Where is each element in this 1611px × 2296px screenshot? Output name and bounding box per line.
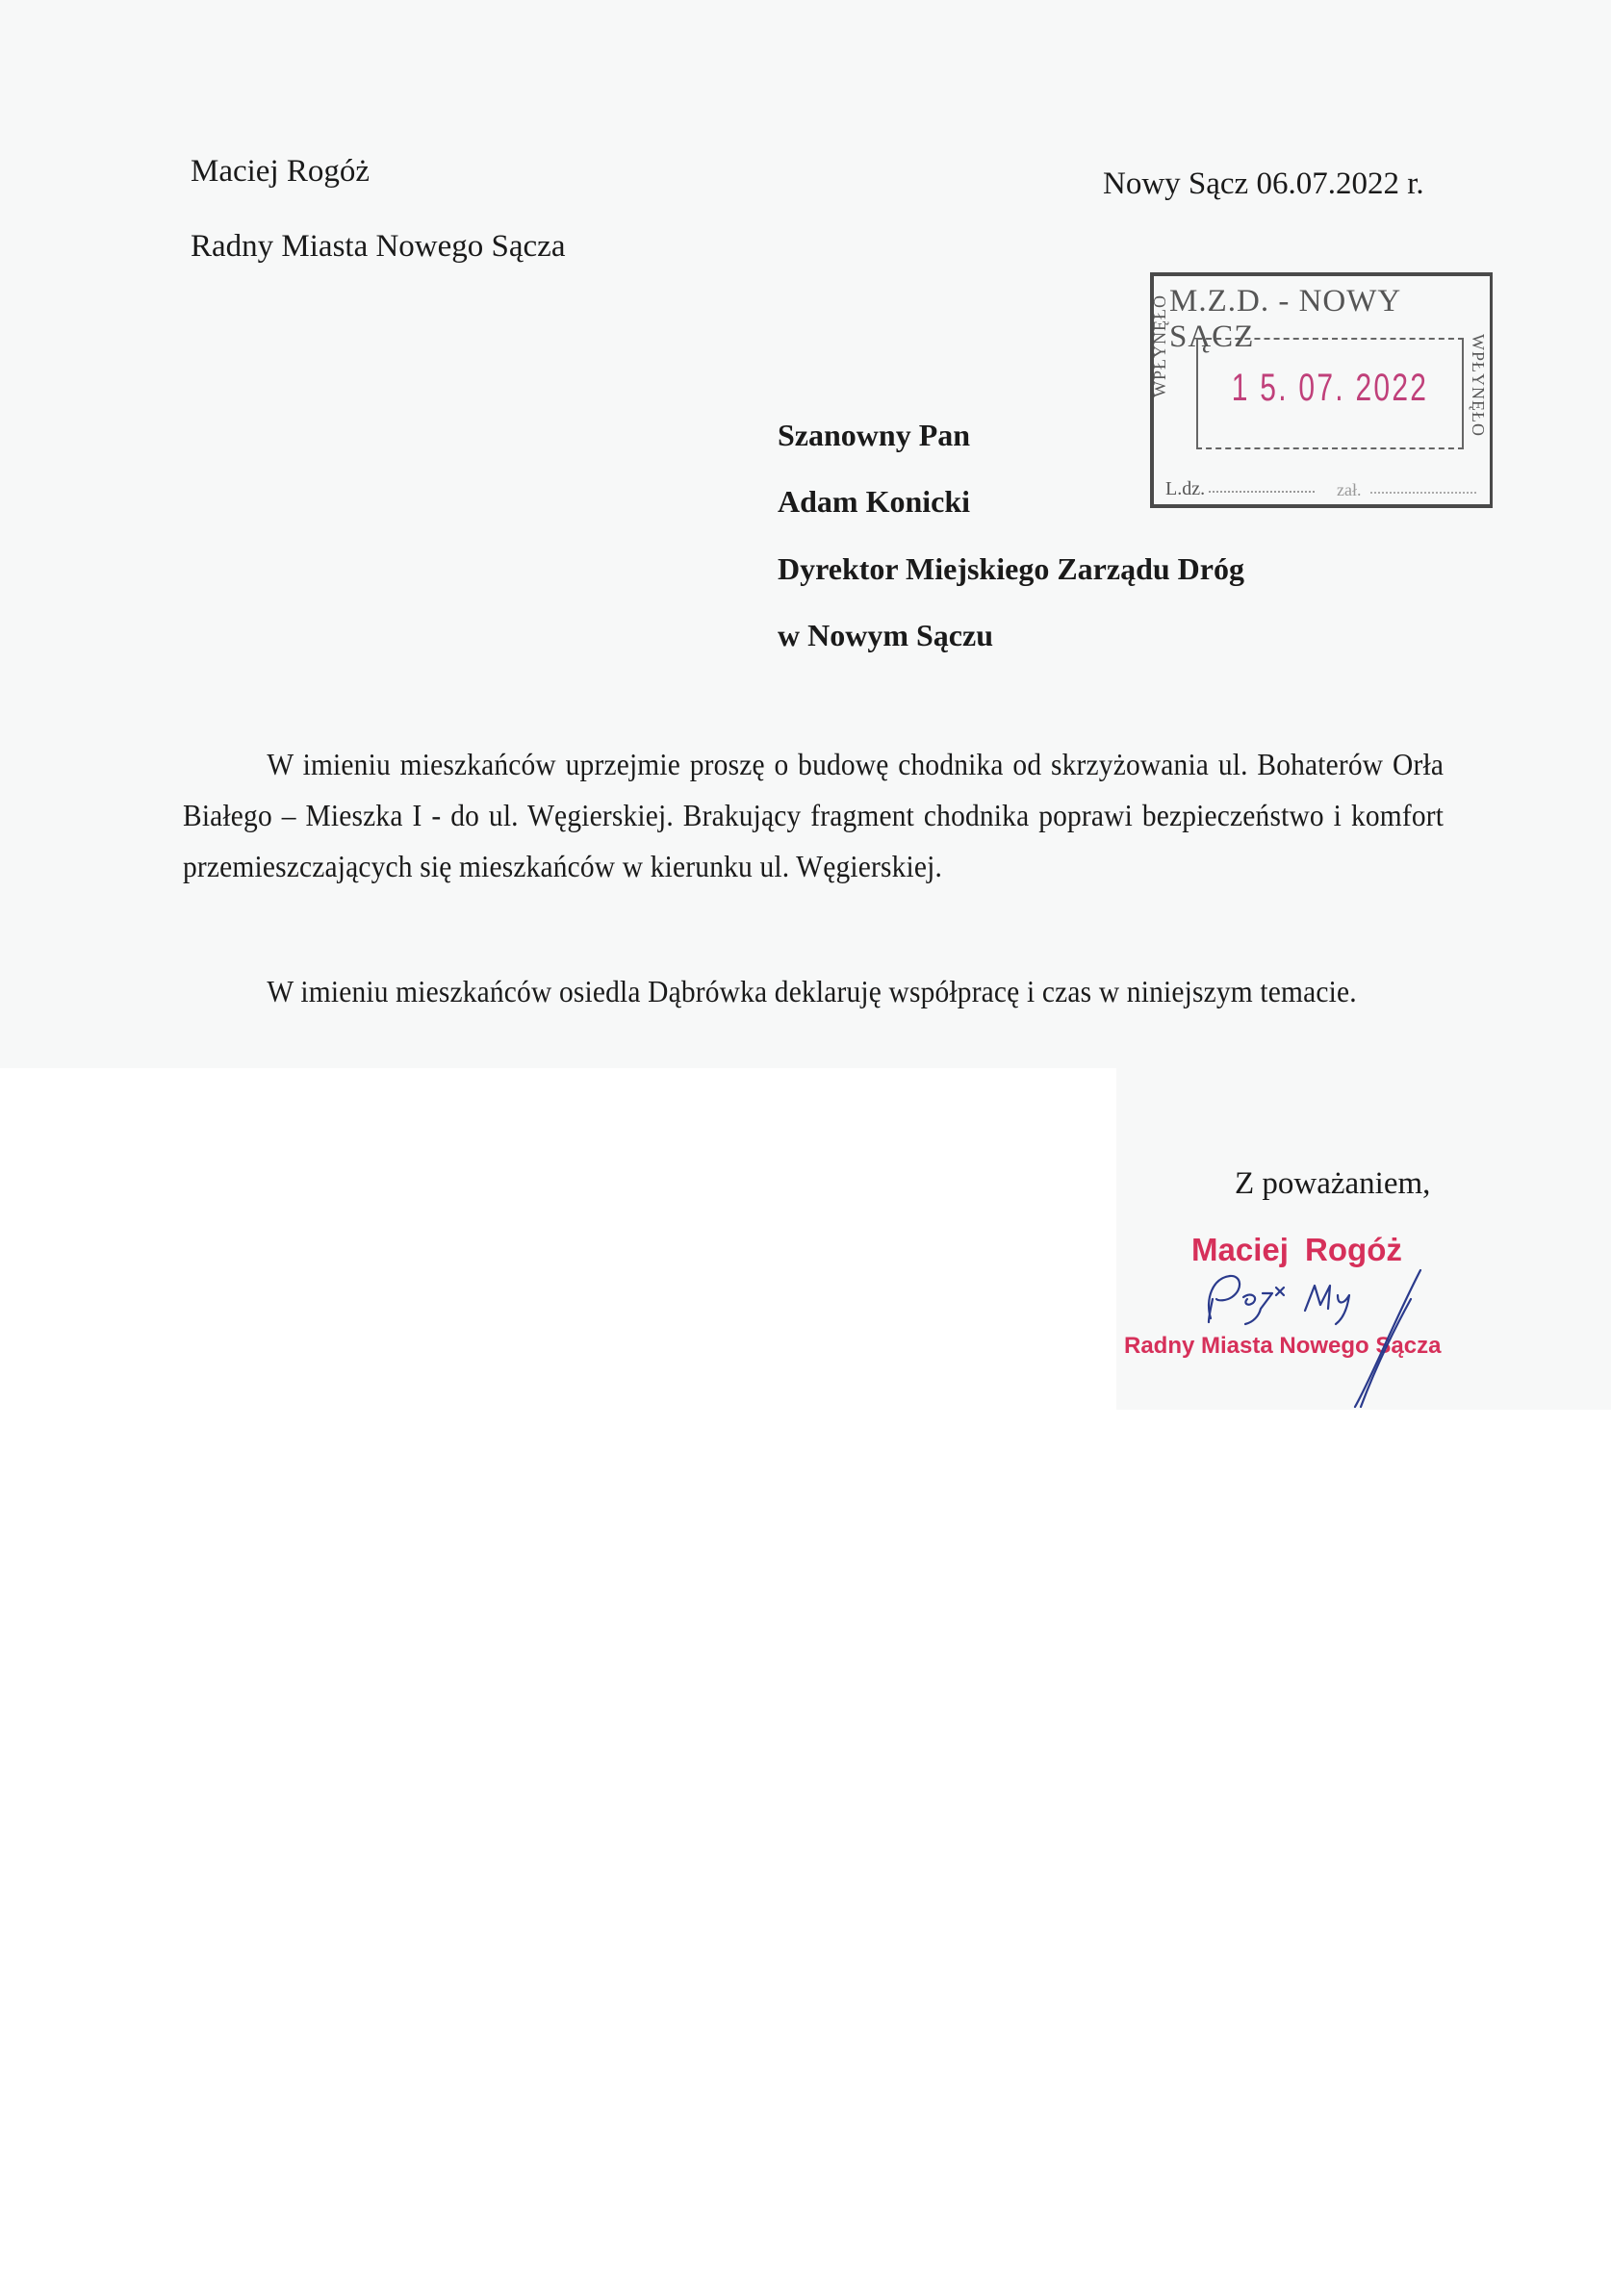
body-paragraph-1: [183, 739, 1445, 892]
stamp-received-date: 1 5. 07. 2022: [1231, 367, 1429, 409]
body-paragraph-2: [183, 966, 1357, 1017]
recipient-name: Adam Konicki: [778, 484, 971, 519]
role-stamp: Radny Miasta Nowego Sącza: [1124, 1333, 1442, 1359]
stamp-side-label-right: WPŁYNĘŁO: [1469, 334, 1488, 437]
place-and-date: Nowy Sącz 06.07.2022 r.: [1103, 166, 1424, 201]
dotted-line: [1209, 491, 1315, 493]
sender-name: Maciej Rogóż: [191, 154, 371, 189]
name-stamp: Maciej Rogóż: [1191, 1232, 1402, 1267]
stamp-ldz-label: L.dz.: [1165, 478, 1206, 499]
recipient-salutation: Szanowny Pan: [778, 418, 971, 452]
recipient-location: w Nowym Sączu: [778, 618, 993, 652]
body-paragraph-1-text: W imieniu mieszkańców uprzejmie proszę o budowę chodnika od skrzyżowania ul. Bohaterów Orła Białego – Mieszka I - do ul. Węgierskiej. Brakujący fragment chodnika poprawi bezpieczeństwo i komfort przemieszczających się mieszkańców w kierunku ul. Węgierskiej.: [183, 747, 1445, 883]
sender-role: Radny Miasta Nowego Sącza: [191, 229, 566, 264]
stamp-date-box: [1196, 338, 1464, 449]
stamp-ldz-field: [1165, 478, 1315, 500]
closing-text: Z poważaniem,: [1235, 1166, 1431, 1201]
recipient-title: Dyrektor Miejskiego Zarządu Dróg: [778, 551, 1244, 586]
stamp-side-label-left: WPŁYNĘŁO: [1150, 294, 1169, 397]
dotted-line: [1370, 492, 1476, 494]
stamp-title: M.Z.D. - NOWY SĄCZ: [1169, 284, 1400, 354]
stamp-zal-label: zał.: [1337, 480, 1362, 499]
receipt-stamp: [1150, 272, 1493, 508]
body-paragraph-2-text: W imieniu mieszkańców osiedla Dąbrówka deklaruję współpracę i czas w niniejszym temacie.: [267, 974, 1357, 1008]
stamp-zal-field: [1337, 480, 1476, 500]
handwritten-signature-icon: [1184, 1241, 1472, 1415]
